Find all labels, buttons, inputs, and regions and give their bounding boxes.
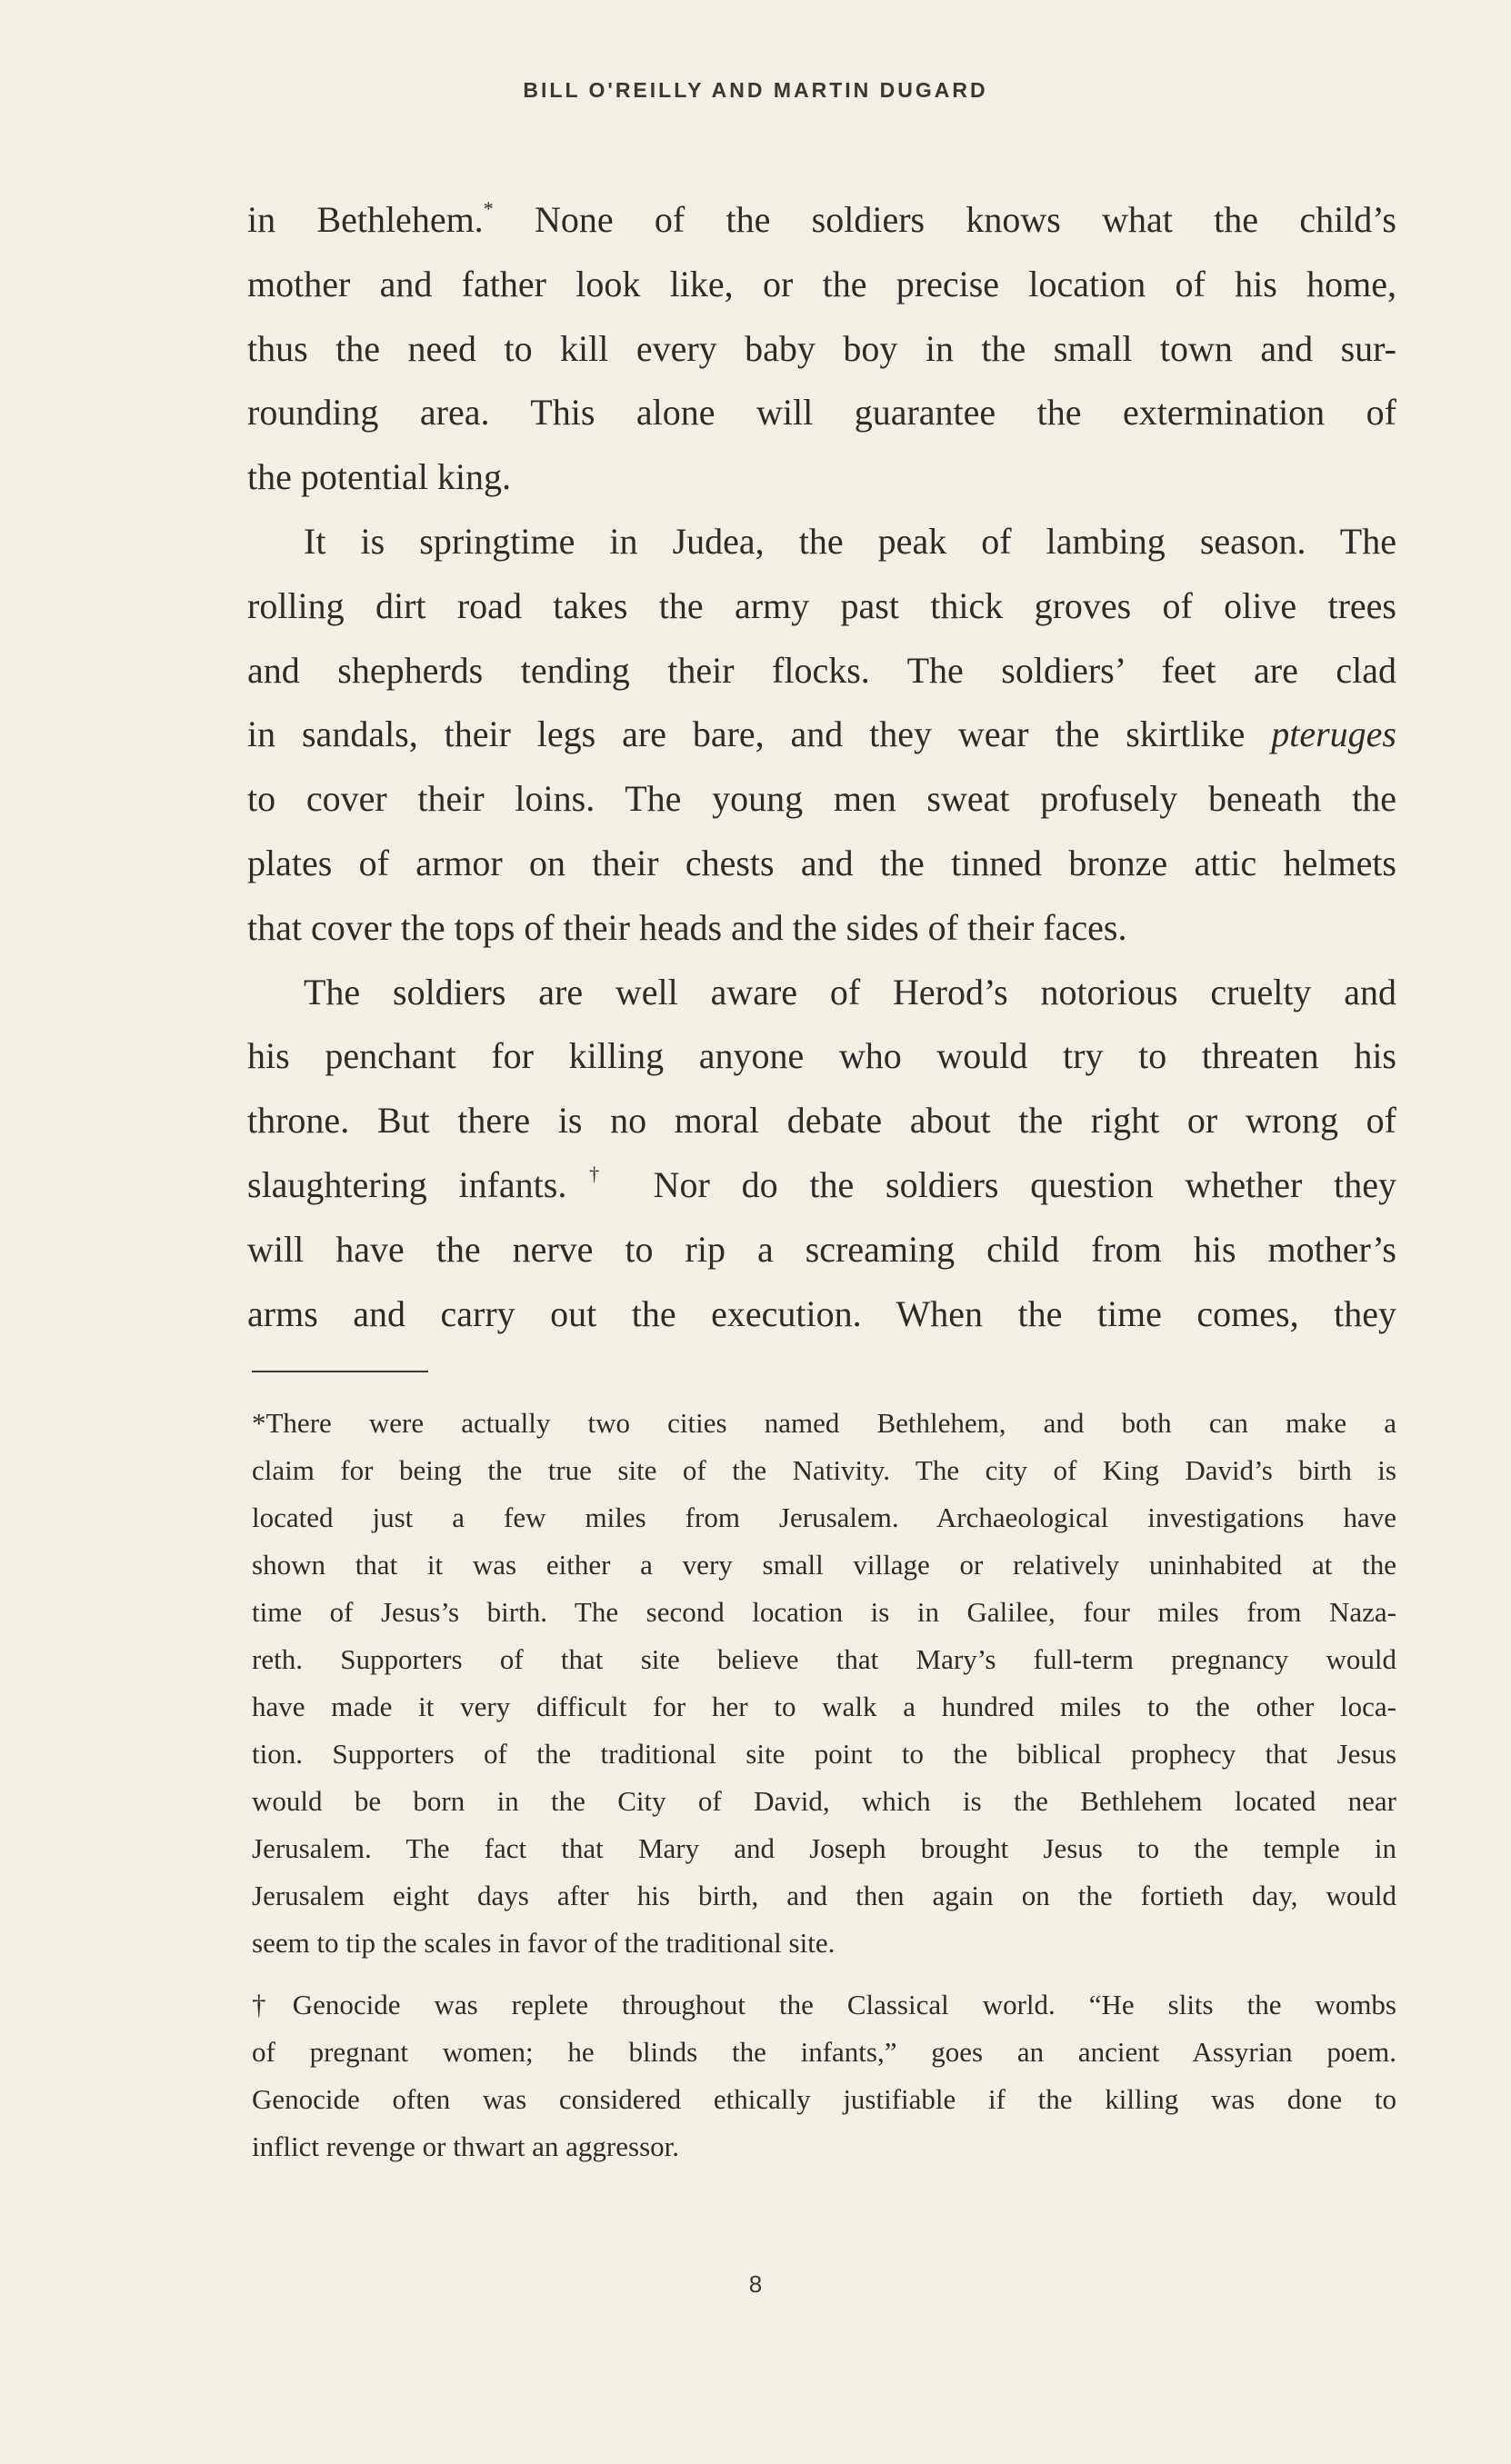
page-number: 8 [748, 2270, 763, 2298]
text-line [247, 1218, 1396, 1282]
footnote [252, 1400, 1396, 1967]
text-line [247, 703, 1396, 767]
text-span: his penchant for killing anyone who would try to threaten his [247, 1035, 1396, 1077]
footnote-line: inflict revenge or thwart an aggressor. [252, 2130, 679, 2162]
footnote-line: †Genocide was replete throughout the Classical world. “He slits the wombs [252, 1989, 1396, 2020]
text-span: plates of armor on their chests and the tinned bronze attic helmets [247, 842, 1396, 883]
footnote-line: Jerusalem. The fact that Mary and Joseph brought Jesus to the temple in [252, 1832, 1396, 1864]
footnote-line: shown that it was either a very small village or relatively uninhabited at the [252, 1549, 1396, 1581]
text-span: slaughtering infants. [247, 1163, 567, 1205]
footnote-line: seem to tip the scales in favor of the traditional site. [252, 1927, 836, 1959]
footnotes [252, 1400, 1396, 2170]
paragraph [247, 510, 1396, 961]
footnote-line: *There were actually two cities named Bethlehem, and both can make a [252, 1407, 1396, 1439]
footnote-line: have made it very difficult for her to walk a hundred miles to the other loca- [252, 1691, 1396, 1722]
text-span: It is springtime in Judea, the peak of lambing season. The [304, 520, 1396, 562]
text-span: and shepherds tending their flocks. The soldiers’ feet are clad [247, 649, 1396, 691]
text-line [247, 574, 1396, 639]
text-span: the potential king. [247, 456, 511, 498]
text-span: in Bethlehem. [247, 199, 484, 240]
text-line [247, 188, 1396, 253]
body-text [247, 188, 1396, 1346]
text-span: will have the nerve to rip a screaming child from his mother’s [247, 1228, 1396, 1270]
text-line [247, 896, 1396, 961]
text-line [247, 1089, 1396, 1153]
text-span: to cover their loins. The young men sweat profusely beneath the [247, 778, 1396, 820]
footnote-line: reth. Supporters of that site believe that Mary’s full-term pregnancy would [252, 1643, 1396, 1675]
text-span: None of the soldiers knows what the child’s [493, 199, 1396, 240]
text-span: rounding area. This alone will guarantee the extermination of [247, 392, 1396, 434]
text-line [247, 253, 1396, 317]
running-header: BILL O'REILLY AND MARTIN DUGARD [523, 78, 988, 102]
text-span: in sandals, their legs are bare, and they wear the skirtlike [247, 713, 1272, 755]
text-span: that cover the tops of their heads and the sides of their faces. [247, 906, 1127, 948]
text-line [247, 317, 1396, 382]
text-line [247, 381, 1396, 445]
text-span: Nor do the soldiers question whether they [621, 1163, 1397, 1205]
footnote-line: of pregnant women; he blinds the infants,” goes an ancient Assyrian poem. [252, 2036, 1396, 2068]
text-line [247, 445, 1396, 510]
text-line [247, 1024, 1396, 1089]
text-line [247, 510, 1396, 574]
text-span: mother and father look like, or the precise location of his home, [247, 263, 1396, 304]
footnote [252, 1981, 1396, 2170]
text-line [247, 832, 1396, 896]
footnote-line: claim for being the true site of the Nativity. The city of King David’s birth is [252, 1454, 1396, 1486]
paragraph [247, 188, 1396, 510]
text-span: thus the need to kill every baby boy in the small town and sur- [247, 327, 1396, 369]
footnote-line: would be born in the City of David, which is the Bethlehem located near [252, 1785, 1396, 1817]
text-line [247, 1282, 1396, 1347]
text-line [247, 639, 1396, 703]
footnote-line: time of Jesus’s birth. The second location is in Galilee, four miles from Naza- [252, 1596, 1396, 1628]
footnote-line: Genocide often was considered ethically justifiable if the killing was done to [252, 2083, 1396, 2115]
text-line [247, 1153, 1396, 1218]
text-span: arms and carry out the execution. When the time comes, they [247, 1292, 1396, 1334]
footnote-line: located just a few miles from Jerusalem. Archaeological investigations have [252, 1501, 1396, 1533]
text-span: rolling dirt road takes the army past thick groves of olive trees [247, 584, 1396, 626]
footnote-line: tion. Supporters of the traditional site point to the biblical prophecy that Jesus [252, 1738, 1396, 1770]
paragraph [247, 961, 1396, 1347]
text-line [247, 767, 1396, 832]
footnote-marker: * [483, 197, 494, 220]
text-span: throne. But there is no moral debate about the right or wrong of [247, 1100, 1396, 1142]
italic-term: pteruges [1271, 713, 1396, 755]
footnote-divider [252, 1371, 428, 1372]
footnote-line: Jerusalem eight days after his birth, and then again on the fortieth day, would [252, 1880, 1396, 1911]
text-span: The soldiers are well aware of Herod’s notorious cruelty and [304, 971, 1396, 1013]
footnote-marker: † [566, 1162, 622, 1185]
text-line [247, 961, 1396, 1025]
